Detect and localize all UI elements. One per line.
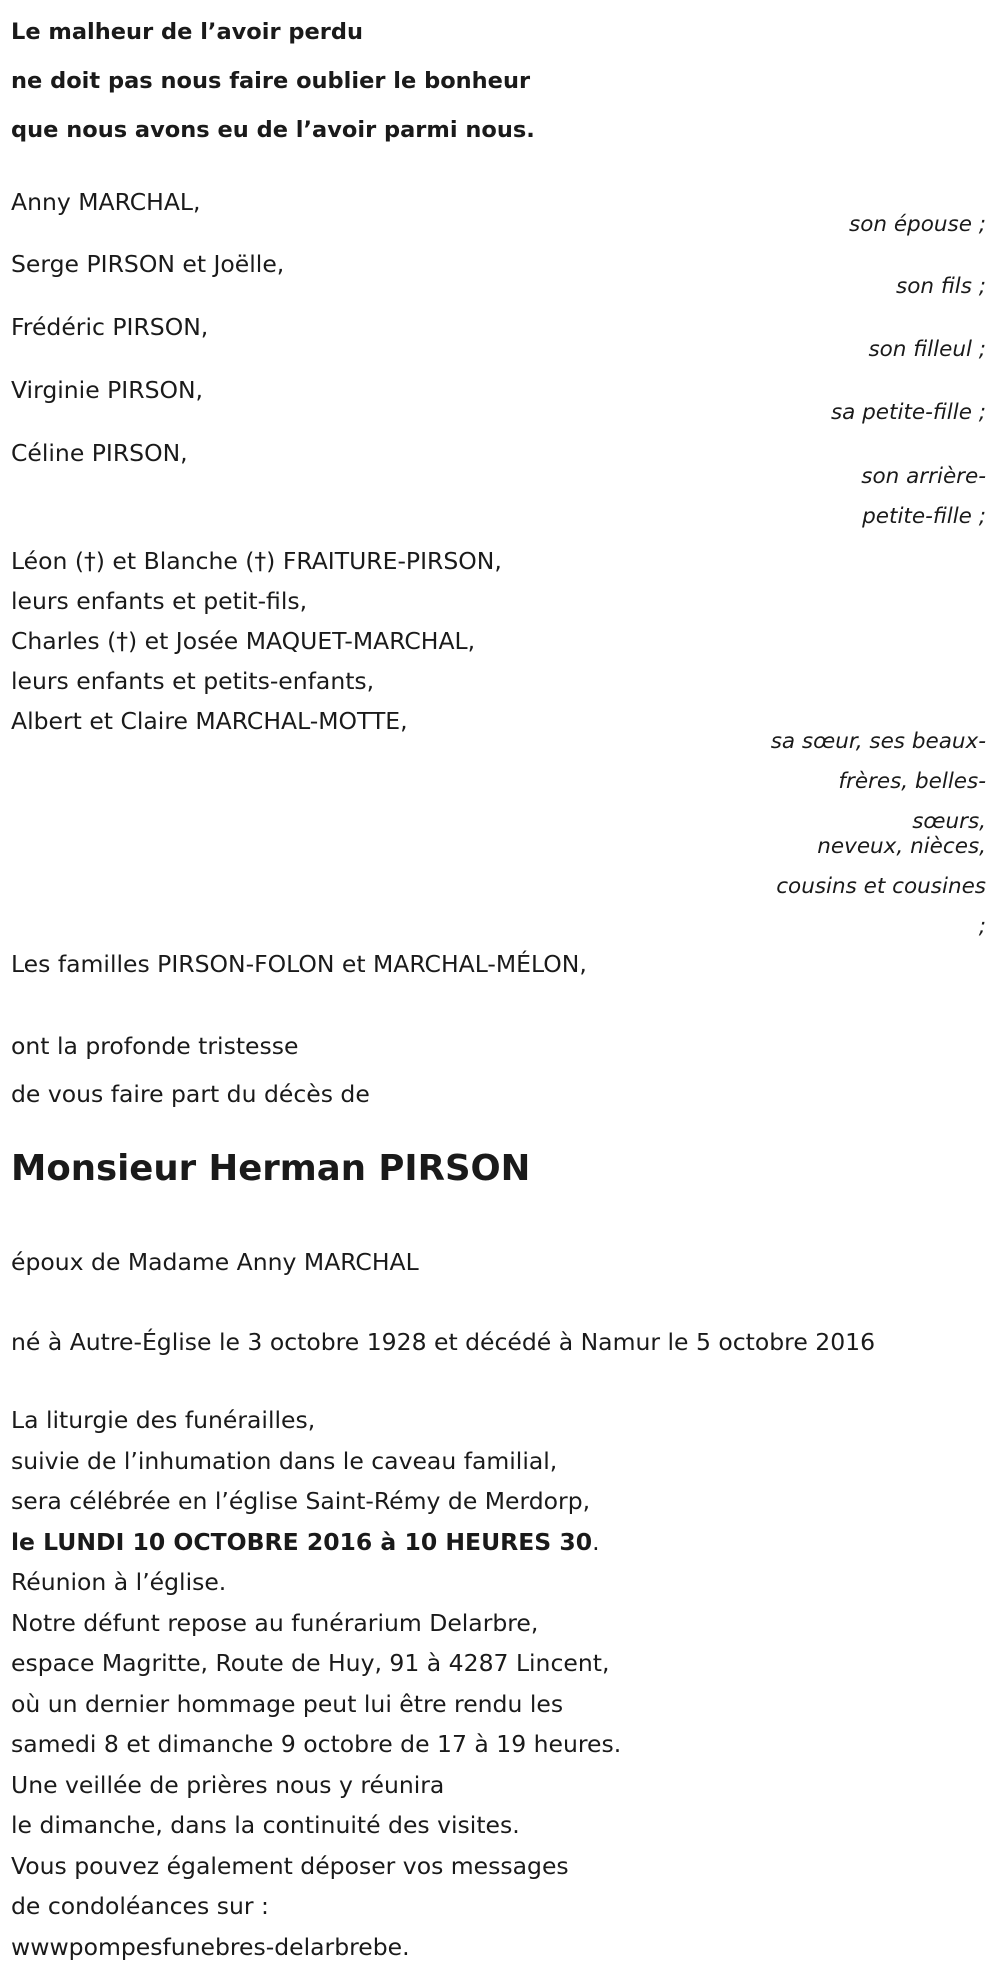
- deceased-name: Monsieur Herman PIRSON: [11, 1148, 531, 1189]
- extended-line: Charles (†) et Josée MAQUET-MARCHAL,: [11, 627, 476, 655]
- family-role-2: son fils ;: [896, 274, 986, 299]
- spouse-line: époux de Madame Anny MARCHAL: [11, 1248, 419, 1276]
- funeral-line: de condoléances sur :: [11, 1892, 269, 1920]
- families-line: Les familles PIRSON-FOLON et MARCHAL-MÉLON,: [11, 950, 587, 978]
- extended-role-2: frères, belles-: [838, 769, 986, 794]
- condolences-url: wwwpompesfunebres-delarbrebe.: [11, 1932, 410, 1961]
- extended-role-4: neveux, nièces,: [817, 834, 986, 859]
- family-name-1: Anny MARCHAL,: [11, 188, 201, 216]
- quote-line: que nous avons eu de l’avoir parmi nous.: [11, 117, 535, 143]
- family-role-3: son filleul ;: [868, 337, 986, 362]
- funeral-line: sera célébrée en l’église Saint-Rémy de Merdorp,: [11, 1487, 591, 1515]
- funeral-line: Une veillée de prières nous y réunira: [11, 1770, 445, 1799]
- family-role-5b: petite-fille ;: [862, 504, 986, 529]
- funeral-line: La liturgie des funérailles,: [11, 1406, 316, 1434]
- family-name-4: Virginie PIRSON,: [11, 376, 204, 404]
- extended-role-3: sœurs,: [912, 809, 986, 834]
- extended-role-6: ;: [978, 914, 986, 939]
- family-name-3: Frédéric PIRSON,: [11, 313, 209, 341]
- family-role-1: son épouse ;: [849, 212, 986, 237]
- announce-line-1: ont la profonde tristesse: [11, 1032, 299, 1060]
- extended-line: leurs enfants et petit-fils,: [11, 587, 308, 615]
- family-role-4: sa petite-fille ;: [830, 400, 986, 425]
- extended-role-1: sa sœur, ses beaux-: [770, 729, 986, 754]
- quote-line: Le malheur de l’avoir perdu: [11, 19, 363, 45]
- extended-family: [11, 541, 502, 741]
- funeral-date-period: .: [592, 1527, 600, 1556]
- announce-line-2: de vous faire part du décès de: [11, 1080, 370, 1108]
- family-role-5a: son arrière-: [861, 464, 986, 489]
- extended-line: leurs enfants et petits-enfants,: [11, 667, 375, 695]
- funeral-line: Vous pouvez également déposer vos messages: [11, 1851, 569, 1880]
- funeral-line: le dimanche, dans la continuité des visites.: [11, 1811, 520, 1839]
- funeral-line: Notre défunt repose au funérarium Delarbre,: [11, 1608, 539, 1637]
- extended-role-5: cousins et cousines: [776, 874, 986, 899]
- quote-line: ne doit pas nous faire oublier le bonheur: [11, 68, 531, 94]
- funeral-line: Réunion à l’église.: [11, 1568, 227, 1596]
- extended-line: Albert et Claire MARCHAL-MOTTE,: [11, 707, 408, 735]
- funeral-line: suivie de l’inhumation dans le caveau familial,: [11, 1446, 558, 1475]
- funeral-line: où un dernier hommage peut lui être rendu les: [11, 1689, 564, 1718]
- funeral-line: espace Magritte, Route de Huy, 91 à 4287 Lincent,: [11, 1649, 610, 1677]
- funeral-details: [11, 1400, 621, 1967]
- birth-death-line: né à Autre-Église le 3 octobre 1928 et décédé à Namur le 5 octobre 2016: [11, 1328, 876, 1356]
- funeral-date-line: [11, 1522, 621, 1563]
- funeral-date: le LUNDI 10 OCTOBRE 2016 à 10 HEURES 30: [11, 1527, 593, 1556]
- epigraph-quote: [11, 8, 771, 155]
- family-name-2: Serge PIRSON et Joëlle,: [11, 250, 285, 278]
- extended-line: Léon (†) et Blanche (†) FRAITURE-PIRSON,: [11, 547, 502, 575]
- family-name-5: Céline PIRSON,: [11, 439, 188, 467]
- funeral-line: samedi 8 et dimanche 9 octobre de 17 à 19 heures.: [11, 1730, 622, 1758]
